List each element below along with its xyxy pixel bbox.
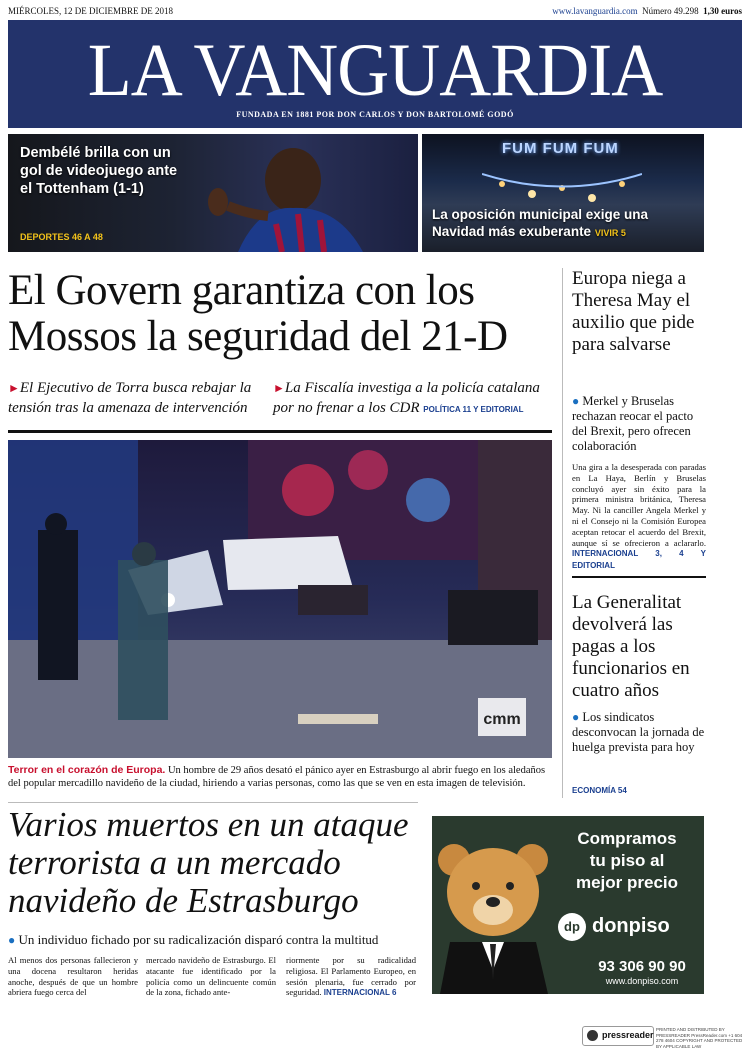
second-bullet: ● Un individuo fichado por su radicalización disparó contra la multitud <box>8 932 379 947</box>
body-col-1: Al menos dos personas fallecieron y una docena resultaron heridas anoche, después de que un hombre abriera fuego cerca del <box>8 955 138 998</box>
europe-body: Una gira a la desesperada con paradas en La Haya, Berlín y Bruselas concluyó ayer sin éxito para la primera ministra británica, Theresa May. Ni la canciller Angela Merkel y ni el Consejo ni la Comisión Europea aceptan retocar el acuerdo del Brexit, aunque sí se ofrecieron a aclararlo. INTERNACIONAL 3, 4 Y EDITORIAL <box>572 462 706 571</box>
promo-christmas[interactable] <box>422 134 704 252</box>
promo-christmas-headline: La oposición municipal exige una Navidad más exuberante VIVIR 5 <box>432 207 649 239</box>
caption-lead: Terror en el corazón de Europa. <box>8 764 166 776</box>
strasbourg-scene <box>8 440 552 758</box>
generalitat-ref-wrap <box>572 778 706 797</box>
red-arrow-icon: ► <box>8 381 20 395</box>
caption-text: Un hombre de 29 años desató el pánico ayer en Estrasburgo al abrir fuego en los aledaños del popular mercadillo navideño de la ciudad, hiriendo a varias personas, como las que se ven en esta imagen de televisión. <box>8 765 546 789</box>
europe-sub: ● Merkel y Bruselas rechazan reocar el pacto del Brexit, pero ofrecen colaboración <box>572 394 694 453</box>
masthead <box>8 20 742 128</box>
promo-sports-ref: DEPORTES 46 A 48 <box>20 232 103 242</box>
second-body <box>8 955 418 999</box>
divider <box>572 576 706 578</box>
ad-web[interactable]: www.donpiso.com <box>605 976 679 986</box>
generalitat-sub: ● Los sindicatos desconvocan la jornada de huelga prevista para hoy <box>572 710 705 754</box>
founded-line: FUNDADA EN 1881 POR DON CARLOS Y DON BARTOLOMÉ GODÓ <box>236 110 514 119</box>
issue-date: MIÉRCOLES, 12 DE DICIEMBRE DE 2018 <box>8 6 173 16</box>
print-notice: PRINTED AND DISTRIBUTED BY PRESSREADER PressReader.com +1 604 278 4604 COPYRIGHT AND PROTECTED BY APPLICABLE LAW <box>656 1027 743 1049</box>
bullet-icon: ● <box>572 394 580 408</box>
date-bar <box>8 6 742 20</box>
main-photo[interactable] <box>8 440 552 758</box>
lead-ref[interactable]: POLÍTICA 11 Y EDITORIAL <box>423 405 524 414</box>
street-lights <box>482 154 642 214</box>
issue-number: Número 49.298 <box>642 6 699 16</box>
ad-phone[interactable]: 93 306 90 90 <box>598 958 686 975</box>
red-arrow-icon: ► <box>273 381 285 395</box>
newspaper-title: LA VANGUARDIA <box>87 28 663 112</box>
body-col-3: riormente por su radicalidad religiosa. El Parlamento Europeo, en sesión plenaria, fue cerrado por seguridad. INTERNACIONAL 6 <box>286 955 416 998</box>
player-photo <box>198 144 388 252</box>
europe-headline[interactable]: Europa niega a Theresa May el auxilio que pide para salvarse <box>572 268 695 355</box>
second-ref[interactable]: INTERNACIONAL 6 <box>323 988 397 998</box>
pressreader-badge[interactable] <box>582 1026 654 1046</box>
donpiso-logo <box>558 912 698 942</box>
second-headline[interactable]: Varios muertos en un ataque terrorista a un mercado navideño de Estrasburgo <box>8 805 409 920</box>
bullet-icon: ● <box>8 933 16 947</box>
promo-sports[interactable] <box>8 134 418 252</box>
issue-price: 1,30 euros <box>703 6 742 16</box>
divider <box>8 802 418 803</box>
lead-sub-1: ►El Ejecutivo de Torra busca rebajar la tensión tras la amenaza de intervención <box>8 380 252 416</box>
pressreader-label: pressreader <box>602 1030 654 1040</box>
donpiso-badge-icon: dp <box>558 913 586 941</box>
generalitat-headline[interactable]: La Generalitat devolverá las pagas a los funcionarios en cuatro años <box>572 592 690 701</box>
ad-brand: donpiso <box>592 915 670 937</box>
teddy-bear-icon <box>432 830 562 994</box>
photo-caption <box>8 764 552 790</box>
cmm-watermark: cmm <box>483 711 521 728</box>
pressreader-icon <box>587 1030 598 1041</box>
body-col-2: mercado navideño de Estrasburgo. El atacante fue identificado por la policía como un delincuente común de la zona, fichado ante- <box>146 955 276 998</box>
divider <box>8 430 552 433</box>
issue-meta <box>552 6 742 16</box>
site-url[interactable]: www.lavanguardia.com <box>552 6 638 16</box>
sidebar-rule <box>562 268 563 798</box>
christmas-sign: FUM FUM FUM <box>502 140 619 157</box>
donpiso-ad[interactable] <box>432 816 704 994</box>
promo-sports-headline: Dembélé brilla con un gol de videojuego ante el Tottenham (1-1) <box>20 145 178 197</box>
bullet-icon: ● <box>572 710 580 724</box>
promo-christmas-ref: VIVIR 5 <box>594 228 626 238</box>
generalitat-ref[interactable]: ECONOMÍA 54 <box>572 786 627 795</box>
ad-slogan: Compramos tu piso al mejor precio <box>575 829 679 892</box>
europe-ref[interactable]: INTERNACIONAL 3, 4 Y EDITORIAL <box>572 549 706 571</box>
lead-headline[interactable]: El Govern garantiza con los Mossos la seguridad del 21-D <box>8 267 508 360</box>
lead-sub-2: ►La Fiscalía investiga a la policía catalana por no frenar a los CDR POLÍTICA 11 Y EDITORIAL <box>273 380 540 416</box>
